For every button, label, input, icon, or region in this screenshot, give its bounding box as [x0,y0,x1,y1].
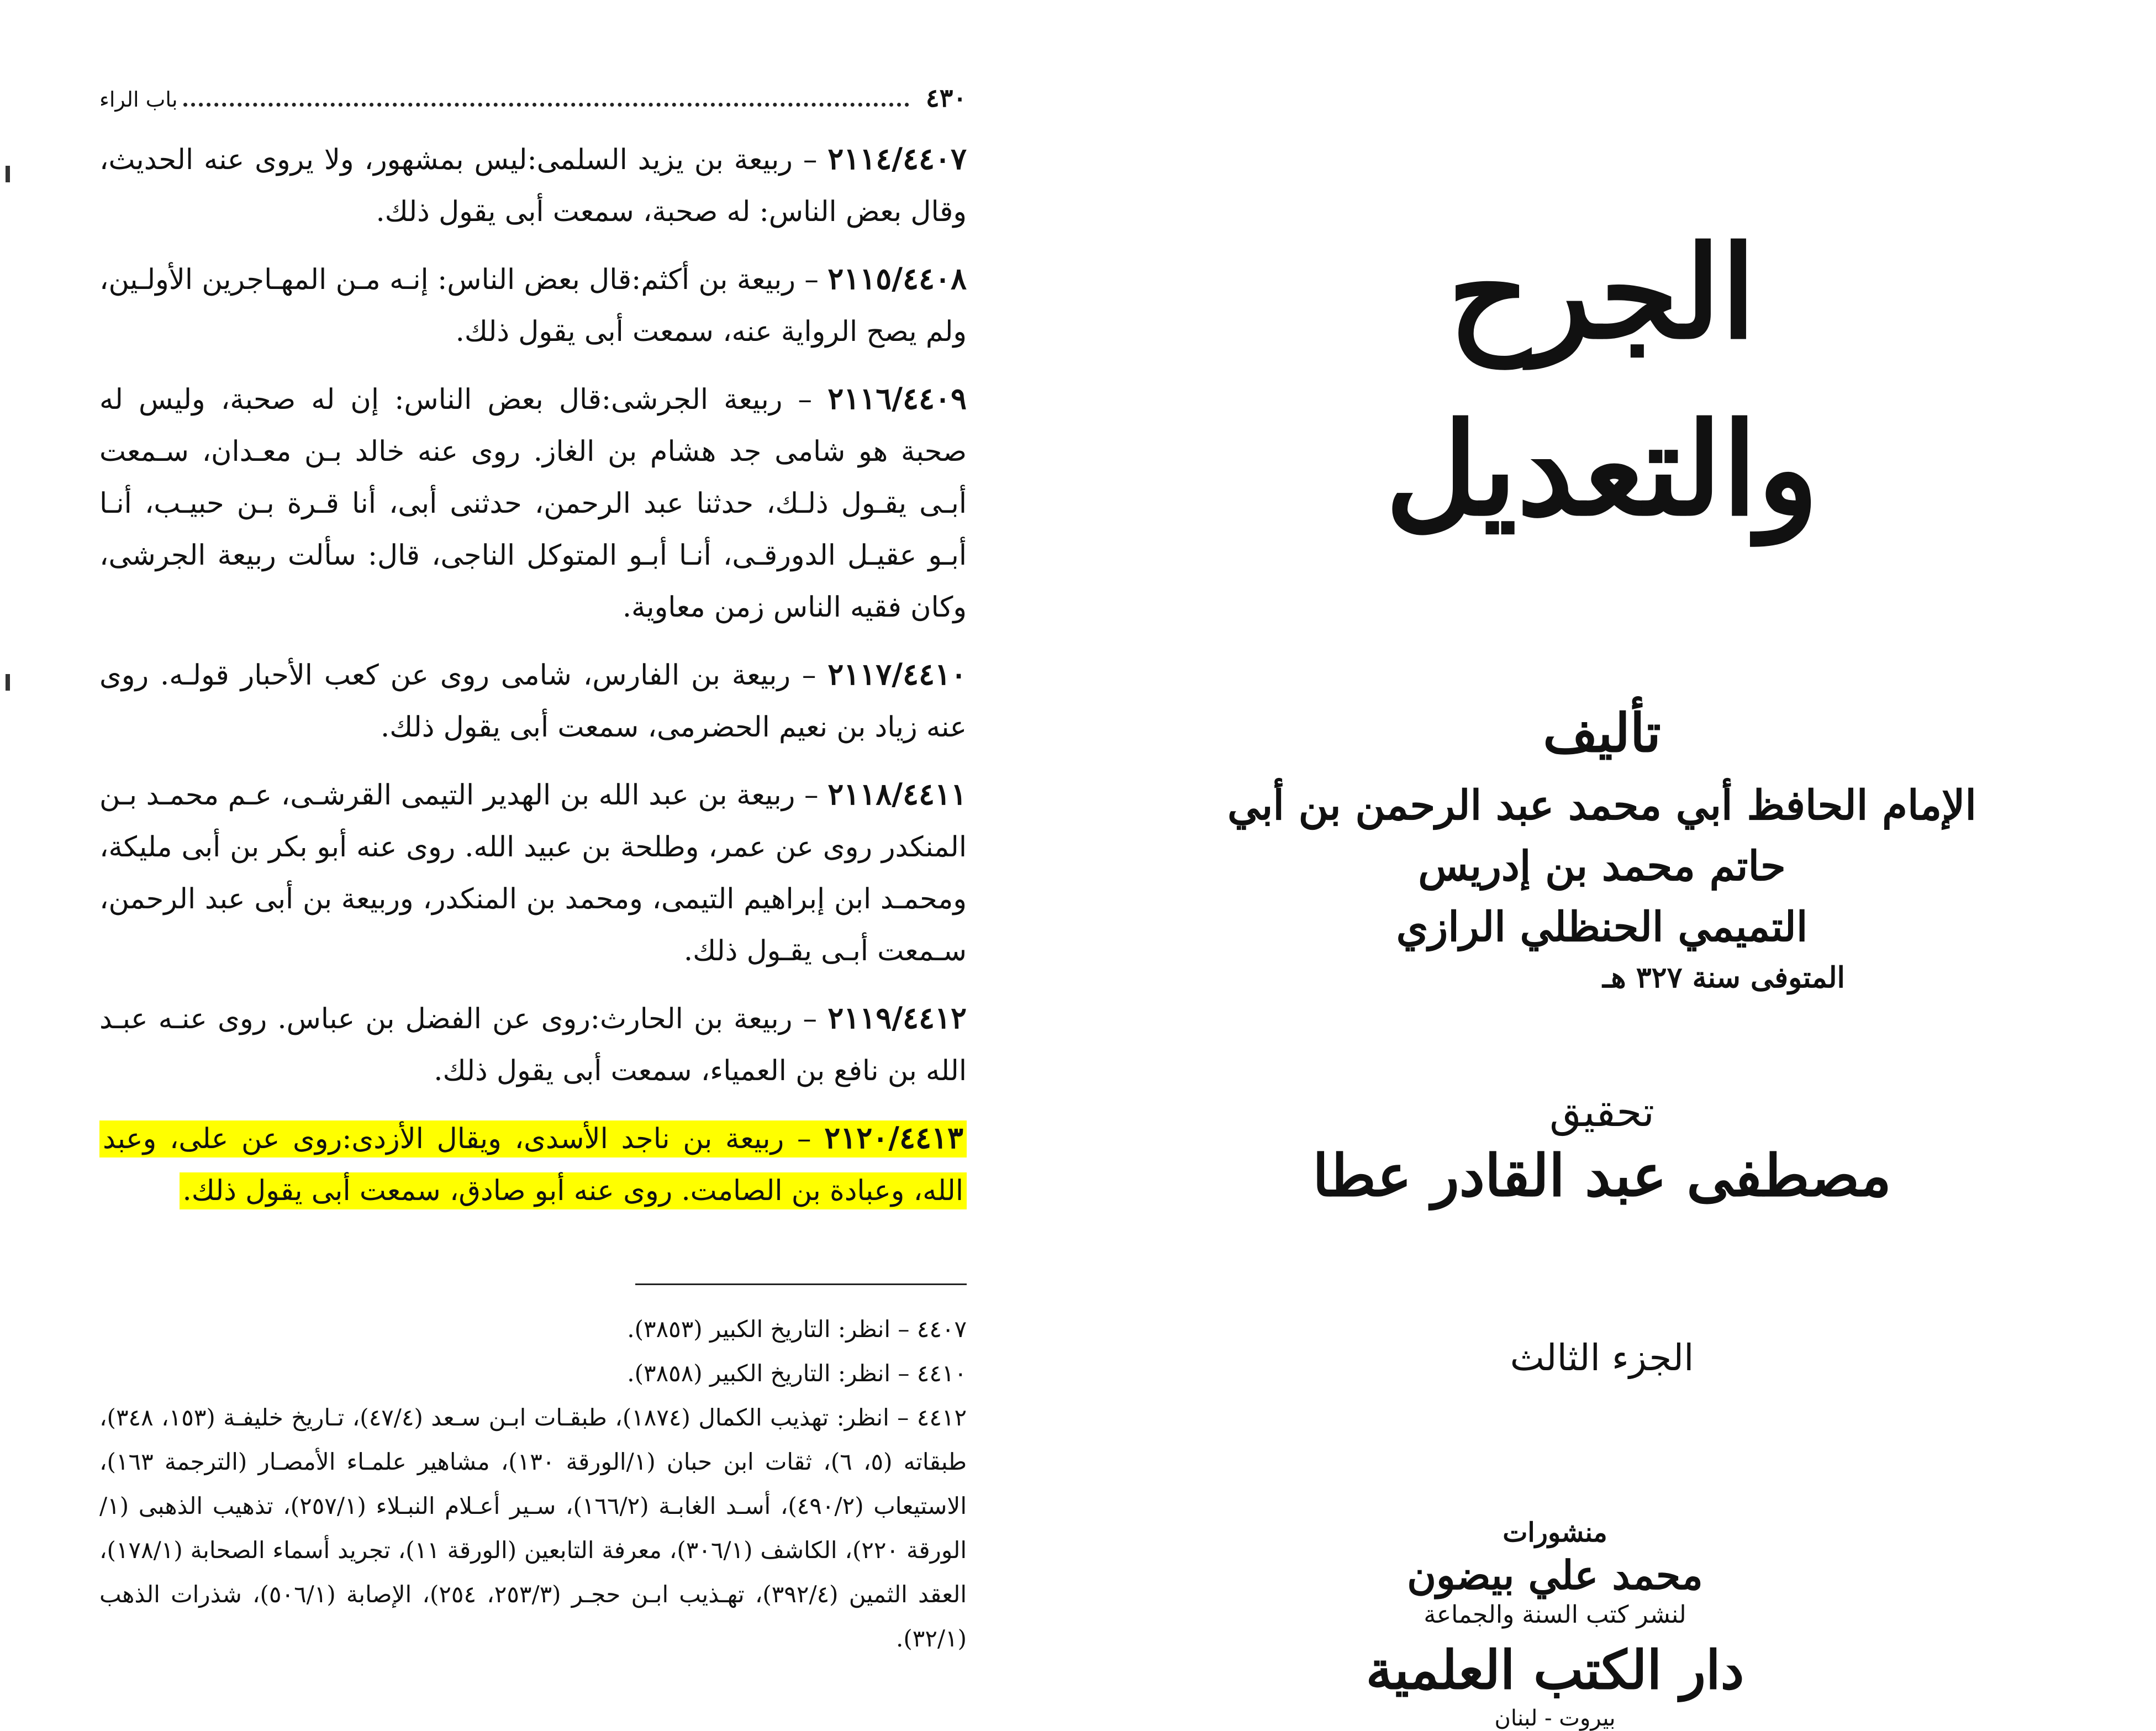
scan-edge-mark [6,166,10,182]
entry-number: ٢١١٤/٤٤٠٧ [827,141,967,176]
publisher-name: محمد علي بيضون [1407,1551,1703,1598]
footnote-4407: ٤٤٠٧ – انظر: التاريخ الكبير (٣٨٥٣). [627,1316,967,1343]
scan-edge-mark [6,674,10,691]
footnote-4412: ٤٤١٢ – انظر: تهذيب الكمال (١٨٧٤)، طبقـات ابـن سـعد (٤٧/٤)، تـاريخ خليفـة (١٥٣، ٣٤٨)، طبقاته (٥، ٦)، ثقات ابن حبان (١/الورقة ١٣٠)، مشاهير علمـاء الأمصـار (الترجمة ١٦٣)، الاستيعاب (٤٩٠/٢)، أسـد الغابـة (١٦٦/٢)، سـير أعـلام النبـلاء (٢٥٧/١)، تذهيب الذهبى (١/الورقة ٢٢٠)، الكاشف (٣٠٦/١)، معرفة التابعين (الورقة ١١)، تجريد أسماء الصحابة (١٧٨/١)، العقد الثمين (٣٩٢/٤)، تهـذيب ابـن حجـر (٢٥٣/٣، ٢٥٤)، الإصابة (٥٠٦/١)، شذرات الذهب (٣٢/١). [99,1404,967,1652]
authorship-label: تأليف [1543,702,1661,764]
entry-4408 [99,252,967,358]
entry-number: ٢١١٨/٤٤١١ [827,776,967,812]
book-title: الجرح والتعديل [1385,218,1819,544]
tahqiq-label: تحقيق [1549,1088,1654,1136]
entry-text: – ربيعة بن الفارس، شامى روى عن كعب الأحبار قولـه. روى عنه زياد بن نعيم الحضرمى، سمعت أبى يقول ذلك. [99,659,967,744]
publisher-city: بيروت - لبنان [1494,1706,1616,1731]
entry-number: ٢١١٧/٤٤١٠ [827,656,967,692]
title-page [1215,166,1989,1731]
entry-4412 [99,992,967,1097]
entry-4410 [99,648,967,754]
author-name-line-2: التميمي الحنظلي الرازي [1396,903,1808,951]
author-name-line-1: الإمام الحافظ أبي محمد عبد الرحمن بن أبي حاتم محمد بن إدريس [1227,782,1976,890]
entry-text: – ربيعة بن ناجد الأسدى، ويقال الأزدى:روى عن على، وعبد الله، وعبادة بن الصامت. روى عنه أبو صادق، سمعت أبى يقول ذلك. [103,1123,963,1207]
page-number: ٤٣٠ [925,83,967,113]
entry-text: – ربيعة الجرشى:قال بعض الناس: إن له صحبة، وليس له صحبة هو شامى جد هشام بن الغاز. روى عنه خالد بـن معـدان، سـمعت أبـى يقـول ذلـك، حدثنا عبد الرحمن، حدثنى أبى، أنا قـرة بـن حبيـب، أنـا أبـو عقيـل الدورقـى، أنـا أبـو المتوكل الناجى، قال: سألت ربيعة الجرشى، وكان فقيه الناس زمن معاوية. [99,383,967,624]
author-death-year: المتوفى سنة ٣٢٧ هـ [1602,961,1845,995]
publishing-house: دار الكتب العلمية [1366,1639,1744,1701]
entry-4411 [99,768,967,977]
entry-4407 [99,133,967,238]
entry-number: ٢١١٥/٤٤٠٨ [827,261,967,296]
entry-number: ٢١١٦/٤٤٠٩ [827,381,967,416]
entry-4413-highlighted [99,1112,967,1217]
volume-label: الجزء الثالث [1510,1337,1694,1379]
entry-text: – ربيعة بن عبد الله بن الهدير التيمى القرشـى، عـم محمـد بـن المنكدر روى عن عمر، وطلحة بن عبيد الله. روى عنه أبو بكر بن أبى مليكة، ومحمـد ابن إبراهيم التيمى، ومحمد بن المنكدر، وربيعة بن أبى عبد الرحمن، سـمعت أبـى يقـول ذلك. [99,779,967,967]
footnote-4410: ٤٤١٠ – انظر: التاريخ الكبير (٣٨٥٨). [627,1360,967,1387]
publisher-subtitle: لنشر كتب السنة والجماعة [1424,1601,1686,1629]
entry-text: – ربيعة بن يزيد السلمى:ليس بمشهور، ولا يروى عنه الحديث، وقال بعض الناس: له صحبة، سمعت أبى يقول ذلك. [99,144,967,228]
publisher-block [1215,1517,1989,1731]
entry-number: ٢١١٩/٤٤١٢ [827,1000,967,1035]
text-page [99,83,967,1652]
entry-text: – ربيعة بن أكثم:قال بعض الناس: إنـه مـن المهـاجرين الأولـين، ولم يصح الرواية عنه، سمعت أبى يقول ذلك. [99,264,967,348]
editor-name: مصطفى عبد القادر عطا [1312,1141,1891,1209]
entry-4409 [99,372,967,634]
leader-dots [183,103,909,107]
publisher-label: منشورات [1503,1517,1607,1548]
highlighted-text [99,1120,967,1209]
running-head [99,83,967,122]
footnote-separator [635,1283,967,1285]
chapter-title: باب الراء [99,87,178,112]
entry-number: ٢١٢٠/٤٤١٣ [824,1120,963,1155]
entry-text: – ربيعة بن الحارث:روى عن الفضل بن عباس. روى عنـه عبـد الله بن نافع بن العمياء، سمعت أبى يقول ذلك. [99,1003,967,1087]
